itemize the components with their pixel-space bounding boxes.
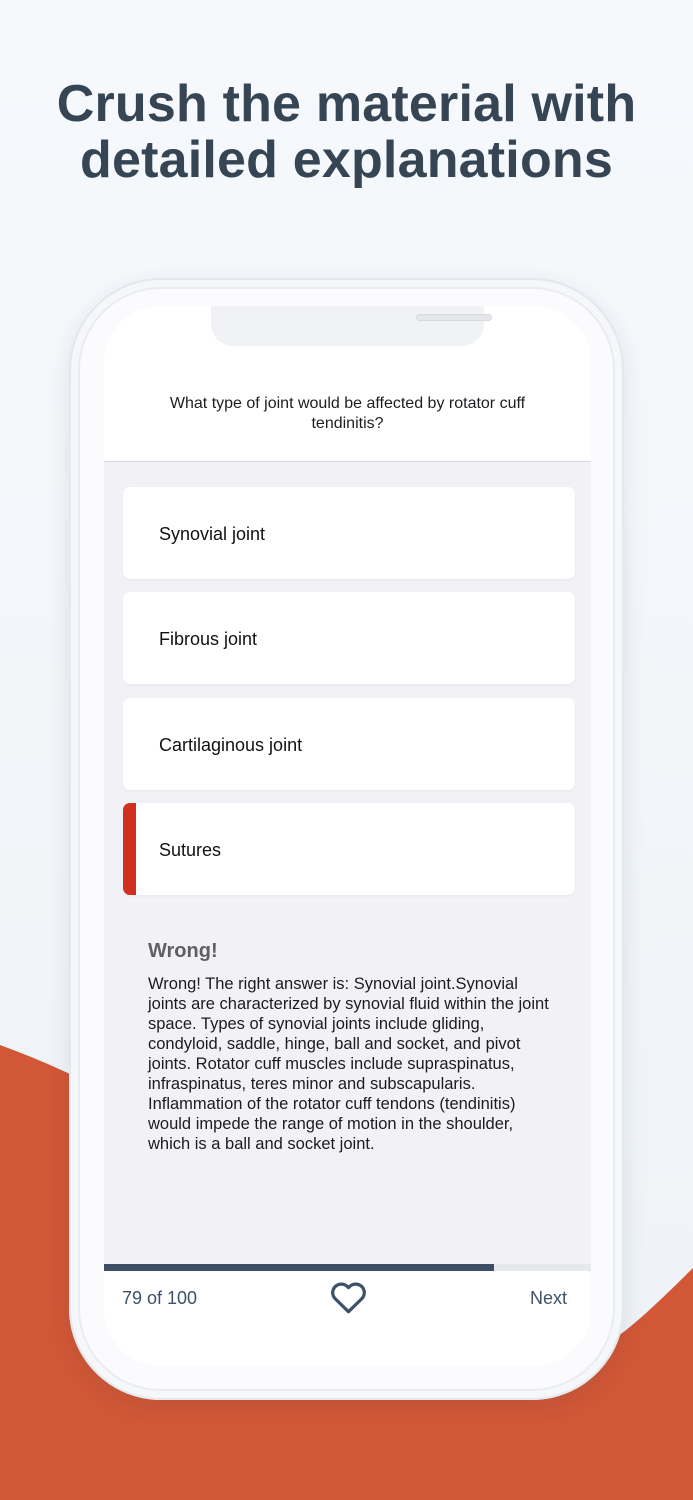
- question-counter: 79 of 100: [122, 1288, 198, 1308]
- feedback-title: Wrong!: [148, 940, 218, 962]
- headline-line-2: detailed explanations: [79, 131, 613, 189]
- phone-side-button-volume-up: [66, 518, 71, 590]
- progress-track: [104, 1264, 591, 1271]
- phone-speaker: [416, 314, 492, 321]
- answer-label: Fibrous joint: [159, 629, 258, 649]
- feedback-explanation: Wrong! The right answer is: Synovial joint.Synovial joints are characterized by synovial fluid within the joint space. Types of synovial joints include gliding, condyloid, saddle, hinge, ball and socket, and pivot joints. Rotator cuff muscles include supraspinatus, infraspinatus, teres minor and subscapularis. Inflammation of the rotator cuff tendons (tendinitis) would impede the range of motion in the shoulder, which is a ball and socket joint.: [148, 975, 549, 1153]
- question-text: What type of joint would be affected by rotator cuff tendinitis?: [169, 395, 526, 432]
- phone-notch: [211, 306, 484, 346]
- phone-screen: [104, 306, 591, 1366]
- answer-label: Cartilaginous joint: [159, 735, 303, 755]
- answer-option-cartilaginous[interactable]: [123, 698, 575, 790]
- answer-label: Synovial joint: [159, 524, 266, 544]
- answer-option-synovial[interactable]: [123, 487, 575, 579]
- headline-line-1: Crush the material with: [56, 75, 637, 133]
- phone-side-button-power: [623, 528, 628, 673]
- heart-icon[interactable]: [330, 1280, 367, 1315]
- answer-option-sutures[interactable]: [123, 803, 575, 895]
- bottom-navigation-bar: [104, 1264, 591, 1366]
- next-button[interactable]: Next: [529, 1288, 567, 1308]
- phone-side-button-silent: [66, 435, 71, 477]
- phone-side-button-volume-down: [66, 610, 71, 682]
- answer-option-fibrous[interactable]: [123, 592, 575, 684]
- wrong-answer-indicator: [123, 803, 136, 895]
- progress-fill: [104, 1264, 494, 1271]
- page-headline: [0, 76, 693, 188]
- answer-label: Sutures: [159, 840, 222, 860]
